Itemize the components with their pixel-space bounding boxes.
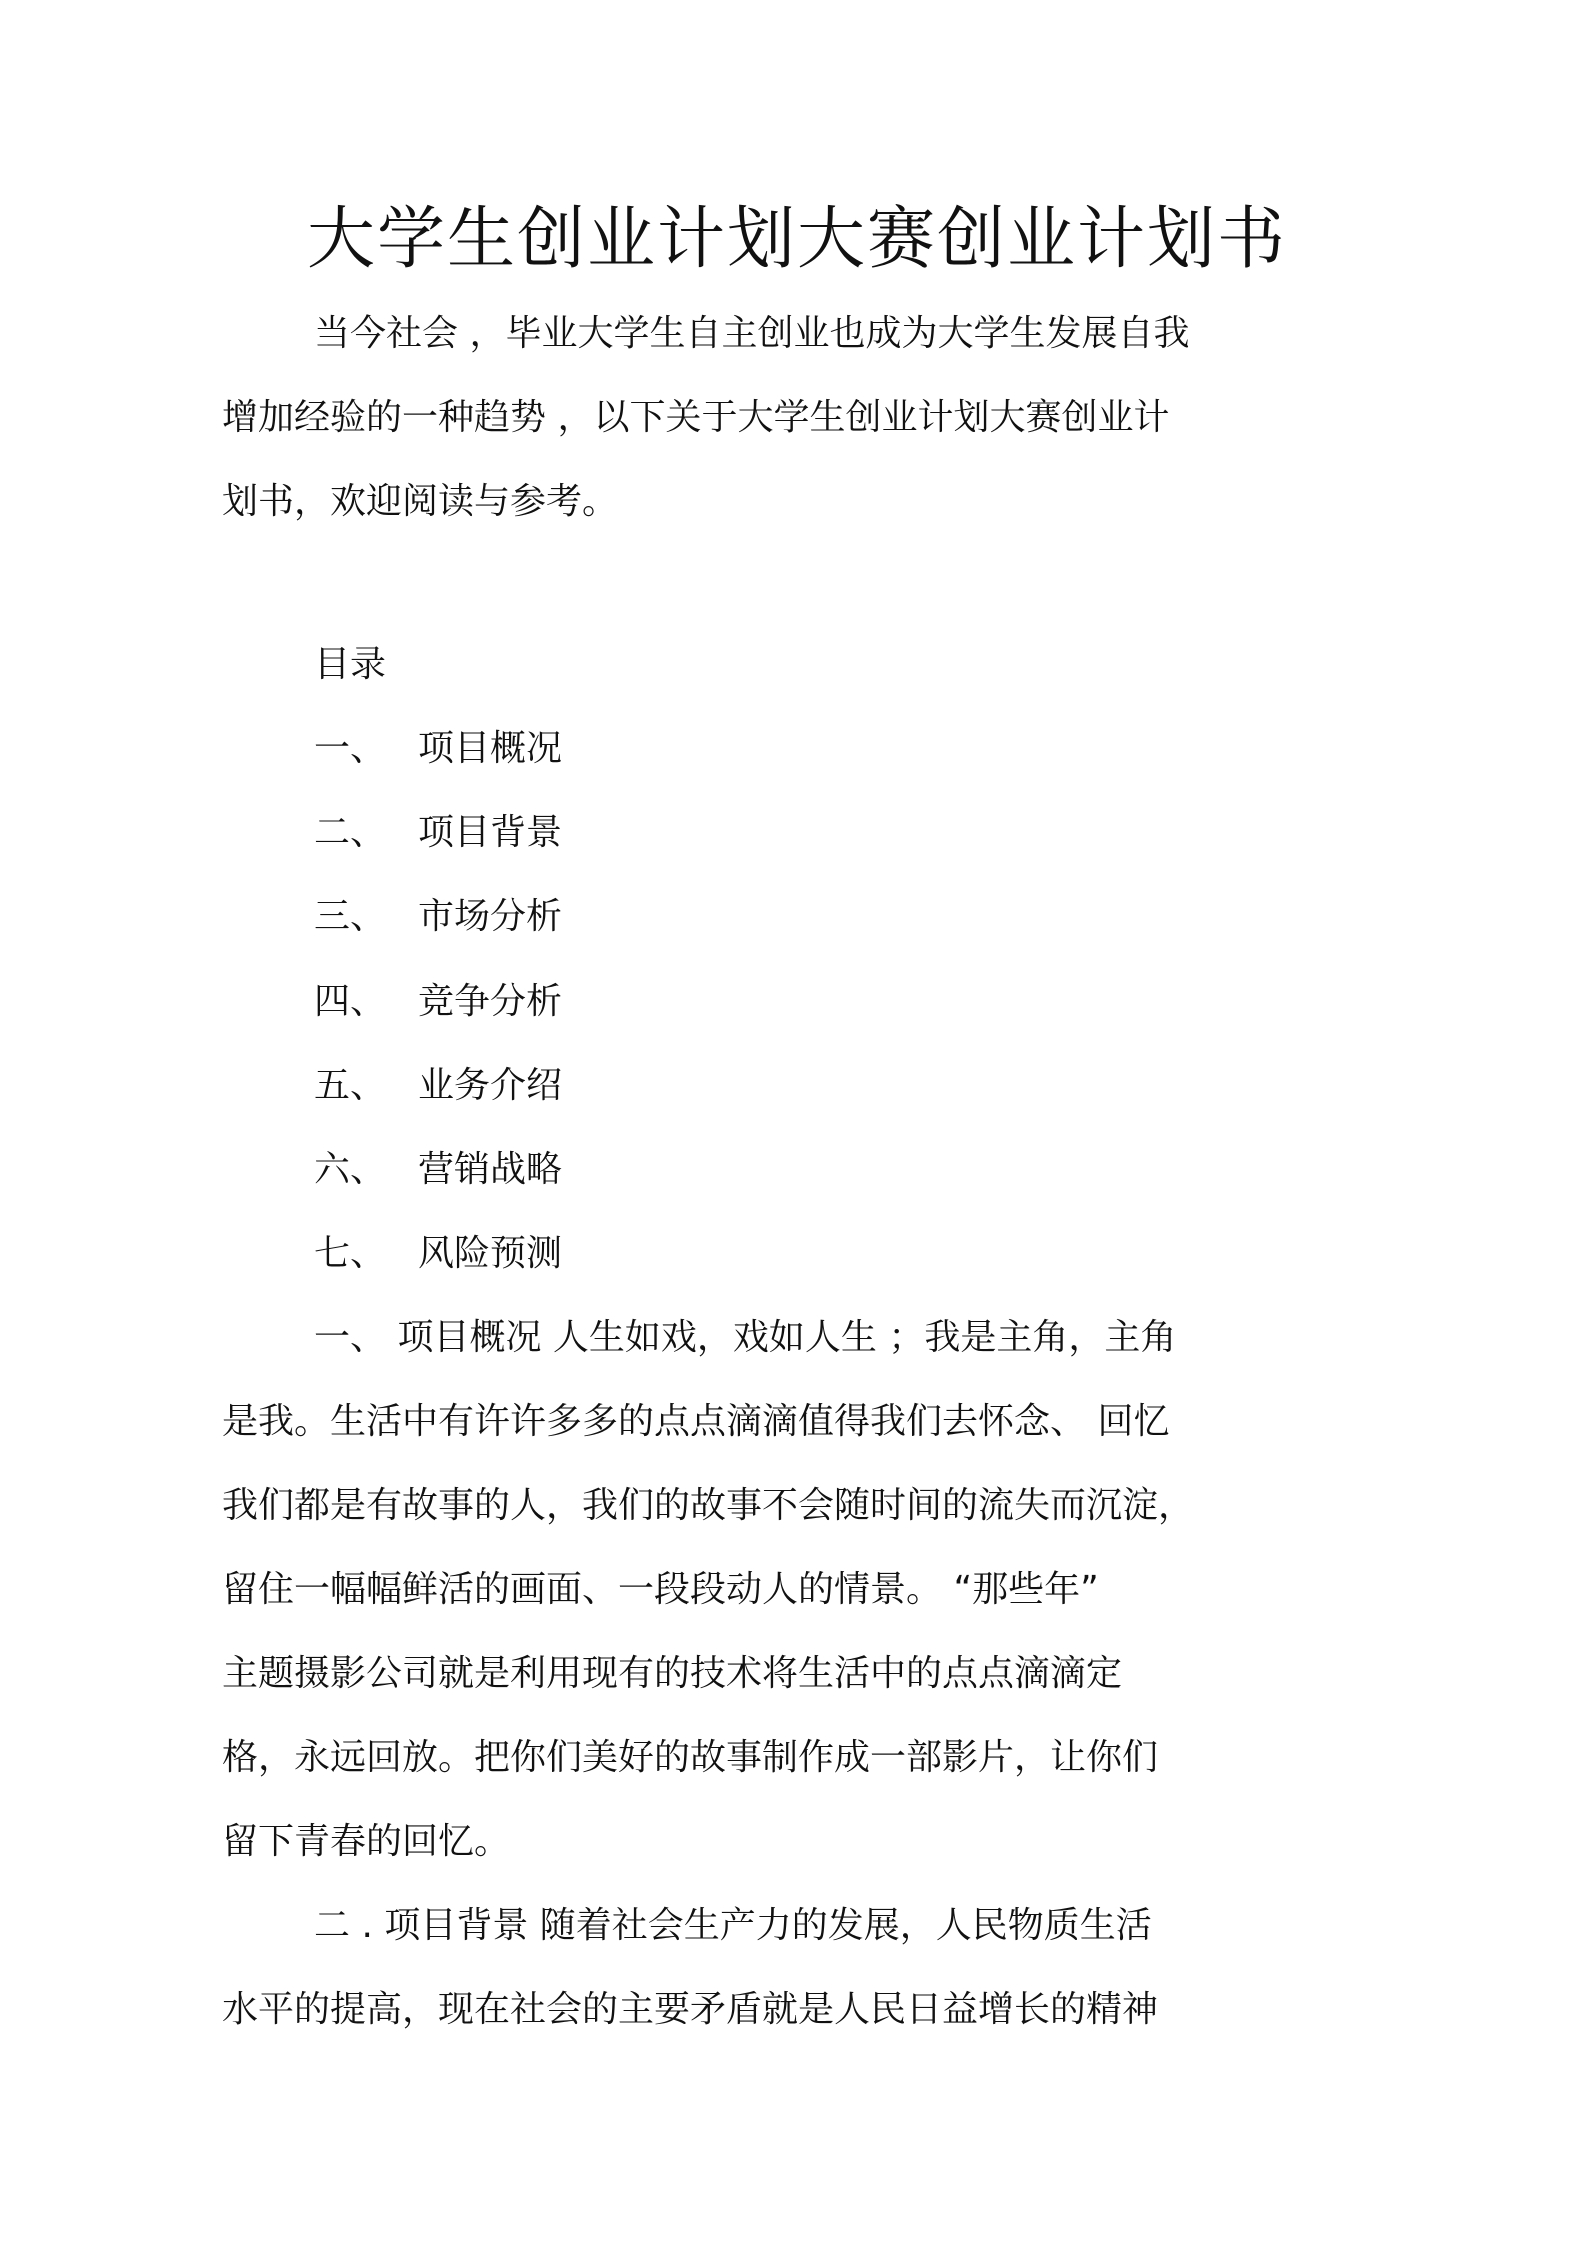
section2-line-1: 二 . 项目背景 随着社会生产力的发展，人民物质生活 [314,1905,1152,1946]
toc-item-number: 二、 [314,812,387,853]
toc-item-label: 营销战略 [418,1149,563,1190]
section1-line-3: 我们都是有故事的人，我们的故事不会随时间的流失而沉淀， [222,1485,1195,1526]
toc-item-label: 风险预测 [418,1233,563,1274]
section2-line-2: 水平的提高，现在社会的主要矛盾就是人民日益增长的精神 [222,1989,1159,2030]
document-title: 大学生创业计划大赛创业计划书 [306,200,1287,279]
toc-item-number: 四、 [314,981,387,1022]
toc-item-number: 一、 [314,728,387,769]
intro-line-1: 当今社会 ，毕业大学生自主创业也成为大学生发展自我 [314,313,1190,354]
section1-line-1: 一、 项目概况 人生如戏，戏如人生 ；我是主角，主角 [314,1317,1177,1358]
intro-line-2: 增加经验的一种趋势 ，以下关于大学生创业计划大赛创业计 [222,397,1170,438]
section1-line-7: 留下青春的回忆。 [222,1821,511,1862]
toc-item-label: 竞争分析 [418,981,563,1022]
toc-item-number: 五、 [314,1065,387,1106]
toc-item-number: 七、 [314,1233,387,1274]
toc-item-label: 项目背景 [418,812,563,853]
section1-line-6: 格，永远回放。把你们美好的故事制作成一部影片，让你们 [222,1737,1159,1778]
intro-line-3: 划书，欢迎阅读与参考。 [222,481,619,522]
toc-item-label: 市场分析 [418,896,563,937]
toc-item-label: 项目概况 [418,728,563,769]
toc-heading: 目录 [314,644,387,685]
section1-line-2: 是我。生活中有许许多多的点点滴滴值得我们去怀念、 回忆 [222,1401,1170,1442]
section1-line-5: 主题摄影公司就是利用现有的技术将生活中的点点滴滴定 [222,1653,1123,1694]
section1-line-4: 留住一幅幅鲜活的画面、一段段动人的情景。 “那些年” [222,1569,1099,1610]
toc-item-number: 六、 [314,1149,387,1190]
toc-item-label: 业务介绍 [418,1065,563,1106]
toc-item-number: 三、 [314,896,387,937]
